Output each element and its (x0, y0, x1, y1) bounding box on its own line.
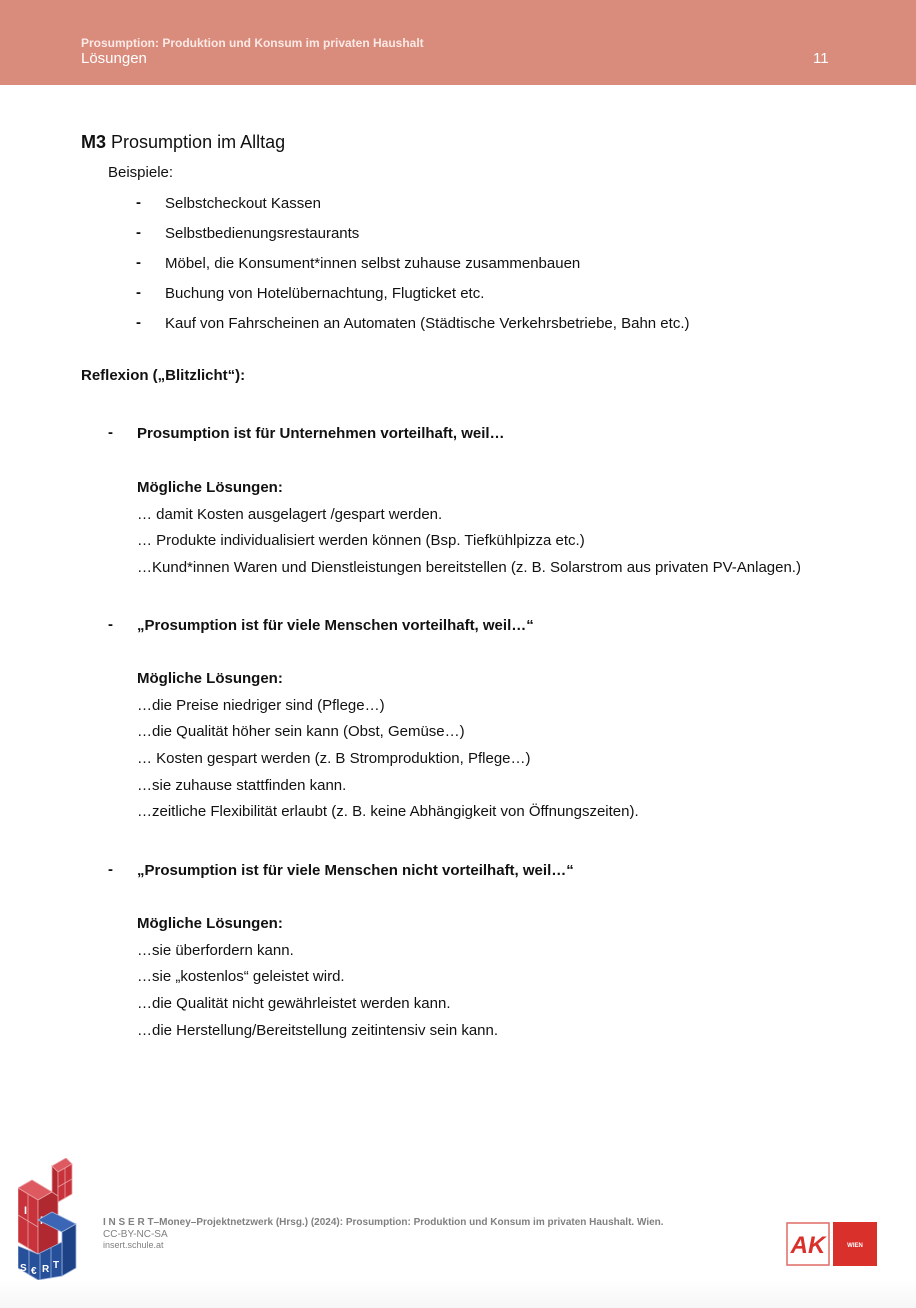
insert-logo-letter: S (20, 1263, 27, 1274)
wien-logo-text: WIEN (847, 1243, 863, 1249)
ak-logo-text: AK (790, 1232, 826, 1259)
list-item: Selbstbedienungsrestaurants (165, 225, 360, 242)
solutions-label: Mögliche Lösungen: (137, 479, 283, 496)
question-text: „Prosumption ist für viele Menschen vorteilhaft, weil…“ (137, 617, 534, 634)
solution-item: …sie „kostenlos“ geleistet wird. (137, 968, 345, 985)
m3-heading (81, 132, 285, 153)
footer-citation (103, 1217, 664, 1250)
solution-item: …die Qualität höher sein kann (Obst, Gemüse…) (137, 723, 465, 740)
section-title: Lösungen (81, 50, 147, 67)
list-item: Buchung von Hotelübernachtung, Flugticket etc. (165, 285, 485, 302)
page-header (0, 0, 916, 85)
ak-wien-logo-icon (786, 1222, 878, 1266)
list-bullet: - (136, 194, 141, 211)
list-item: Selbstcheckout Kassen (165, 195, 321, 212)
license-text: CC-BY-NC-SA (103, 1229, 168, 1240)
solution-item: … damit Kosten ausgelagert /gespart werden. (137, 506, 443, 523)
solution-item: …sie zuhause stattfinden kann. (137, 777, 347, 794)
m3-label: M3 (81, 132, 107, 152)
solution-item: … Kosten gespart werden (z. B Stromproduktion, Pflege…) (137, 750, 531, 767)
list-bullet: - (136, 314, 141, 331)
document-subtitle: Prosumption: Produktion und Konsum im privaten Haushalt (81, 36, 424, 50)
solution-item: …die Qualität nicht gewährleistet werden kann. (137, 995, 451, 1012)
page-number: 11 (813, 50, 829, 67)
solutions-label: Mögliche Lösungen: (137, 915, 283, 932)
list-bullet: - (136, 284, 141, 301)
list-item: Möbel, die Konsument*innen selbst zuhause zusammenbauen (165, 255, 581, 272)
citation-text: I N S E R T–Money–Projektnetzwerk (Hrsg.) (2024): Prosumption: Produktion und Konsum im privaten Haushalt. Wien. (103, 1217, 664, 1228)
question-bullet: - (108, 616, 113, 633)
solution-item: …die Herstellung/Bereitstellung zeitintensiv sein kann. (137, 1022, 499, 1039)
solution-item: …die Preise niedriger sind (Pflege…) (137, 697, 385, 714)
solution-item: … Produkte individualisiert werden können (Bsp. Tiefkühlpizza etc.) (137, 532, 585, 549)
website-link[interactable]: insert.schule.at (103, 1240, 164, 1250)
list-bullet: - (136, 224, 141, 241)
solution-item: …sie überfordern kann. (137, 942, 294, 959)
insert-logo-letter: T (53, 1260, 60, 1271)
solution-item: …Kund*innen Waren und Dienstleistungen bereitstellen (z. B. Solarstrom aus privaten PV-Anlagen.) (137, 559, 801, 576)
list-bullet: - (136, 254, 141, 271)
insert-logo-letter: I (24, 1205, 28, 1217)
solution-item: …zeitliche Flexibilität erlaubt (z. B. keine Abhängigkeit von Öffnungszeiten). (137, 803, 639, 820)
examples-label: Beispiele: (108, 164, 174, 181)
m3-title: Prosumption im Alltag (111, 132, 286, 152)
question-bullet: - (108, 424, 113, 441)
insert-logo-letter: R (42, 1264, 50, 1275)
reflexion-heading: Reflexion („Blitzlicht“): (81, 367, 246, 384)
footer-background (0, 1280, 916, 1308)
list-item: Kauf von Fahrscheinen an Automaten (Städtische Verkehrsbetriebe, Bahn etc.) (165, 315, 690, 332)
question-bullet: - (108, 861, 113, 878)
question-text: Prosumption ist für Unternehmen vorteilhaft, weil… (137, 425, 505, 442)
question-text: „Prosumption ist für viele Menschen nicht vorteilhaft, weil…“ (137, 862, 574, 879)
insert-logo-icon (18, 1158, 78, 1280)
solutions-label: Mögliche Lösungen: (137, 670, 283, 687)
insert-logo-letter: € (31, 1266, 37, 1277)
